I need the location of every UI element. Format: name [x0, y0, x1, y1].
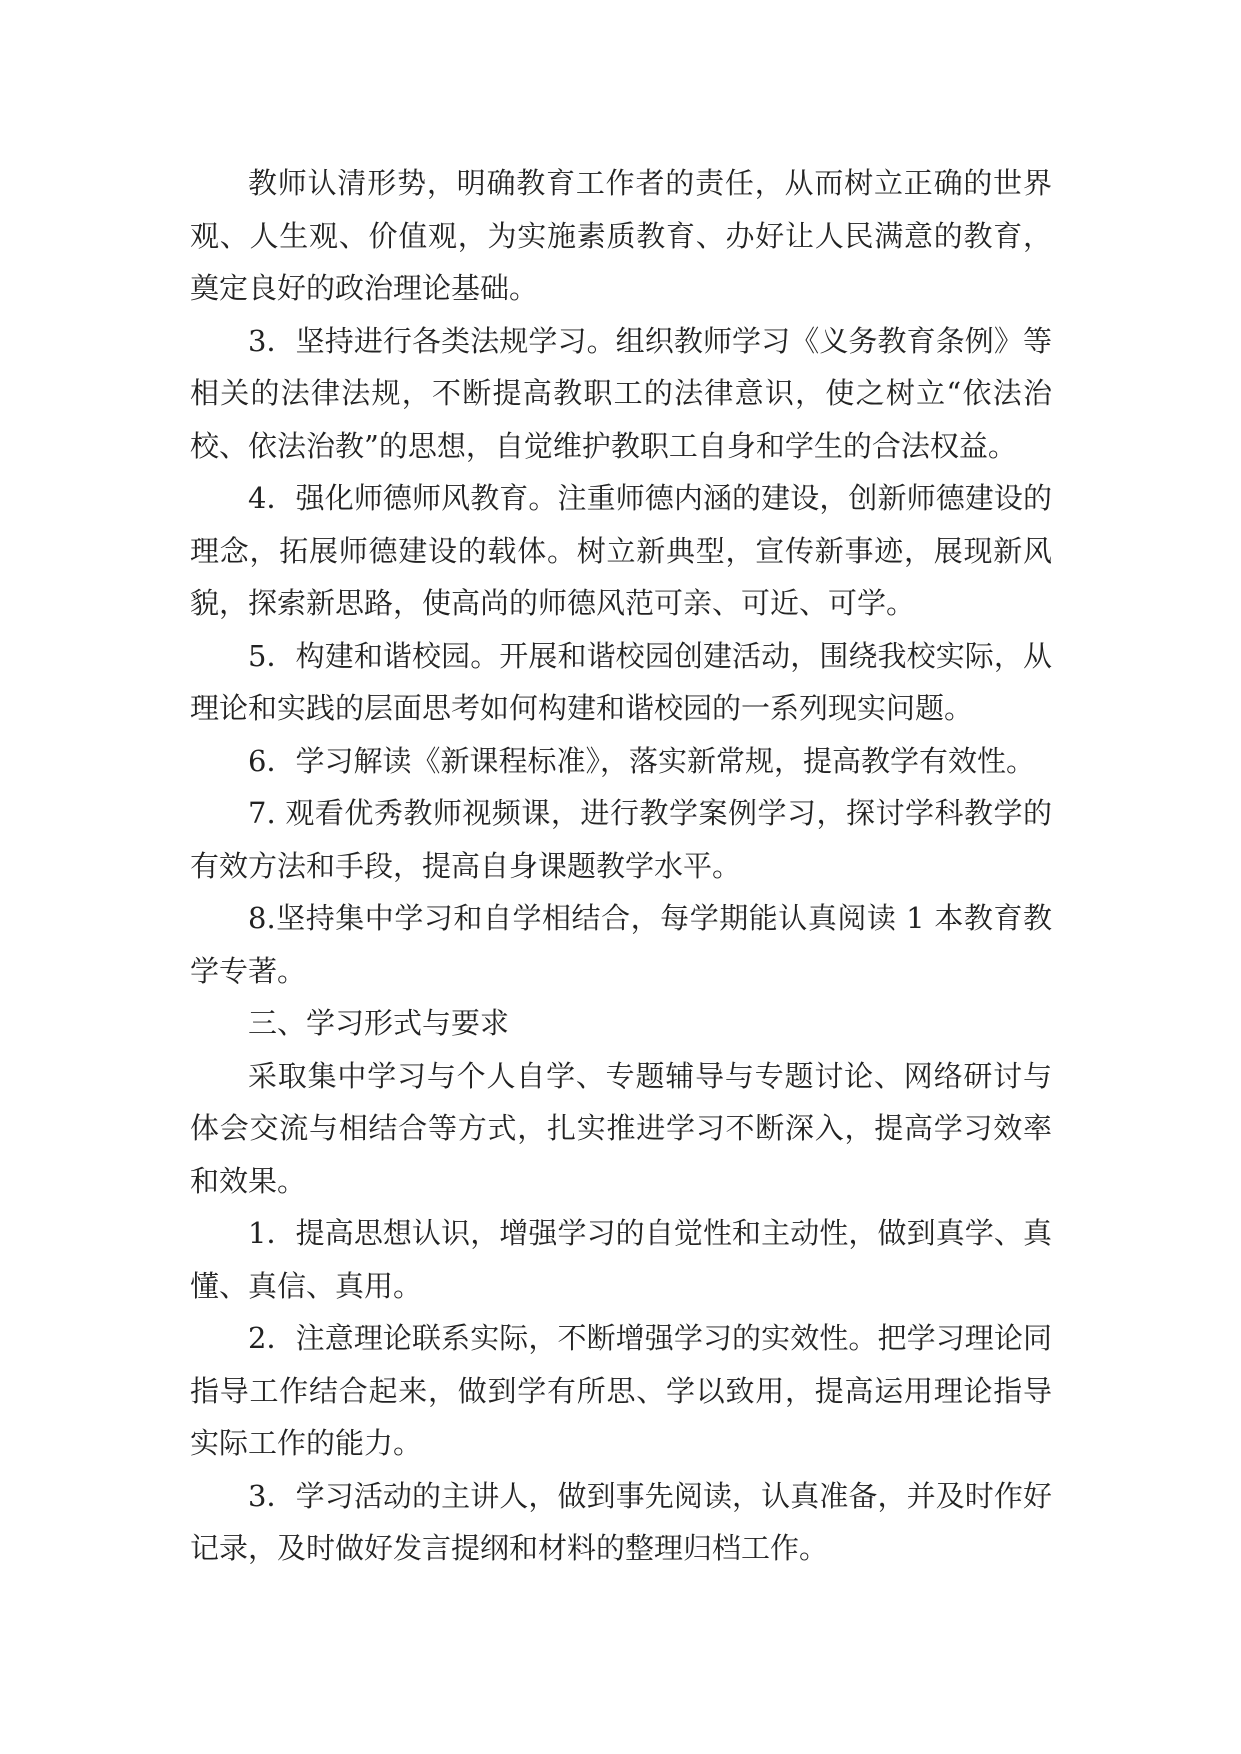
paragraph-requirement-1: 1．提高思想认识，增强学习的自觉性和主动性，做到真学、真懂、真信、真用。: [190, 1216, 1052, 1303]
paragraph-item-3-law-study: 3．坚持进行各类法规学习。组织教师学习《义务教育条例》等相关的法律法规，不断提高教职工的法律意识，使之树立“依法治校、依法治教”的思想，自觉维护教职工自身和学生的合法权益。: [190, 323, 1052, 463]
paragraph-item-6-curriculum-standard: 6．学习解读《新课程标准》，落实新常规，提高教学有效性。: [248, 743, 1035, 778]
paragraph-requirement-3: 3．学习活动的主讲人，做到事先阅读，认真准备，并及时作好记录，及时做好发言提纲和材料的整理归档工作。: [190, 1478, 1052, 1565]
section-heading-study-forms: 三、学习形式与要求: [248, 1006, 510, 1040]
paragraph-item-7-video-lessons: 7. 观看优秀教师视频课，进行教学案例学习，探讨学科教学的有效方法和手段，提高自身课题教学水平。: [190, 796, 1052, 883]
paragraph-intro-continued: 教师认清形势，明确教育工作者的责任，从而树立正确的世界观、人生观、价值观，为实施素质教育、办好让人民满意的教育，奠定良好的政治理论基础。: [190, 166, 1052, 305]
paragraph-item-5-harmonious-campus: 5．构建和谐校园。开展和谐校园创建活动，围绕我校实际，从理论和实践的层面思考如何构建和谐校园的一系列现实问题。: [190, 638, 1052, 725]
paragraph-requirement-2: 2．注意理论联系实际，不断增强学习的实效性。把学习理论同指导工作结合起来，做到学有所思、学以致用，提高运用理论指导实际工作的能力。: [190, 1321, 1052, 1460]
paragraph-item-4-ethics-education: 4．强化师德师风教育。注重师德内涵的建设，创新师德建设的理念，拓展师德建设的载体。树立新典型，宣传新事迹，展现新风貌，探索新思路，使高尚的师德风范可亲、可近、可学。: [190, 481, 1052, 620]
paragraph-study-methods: 采取集中学习与个人自学、专题辅导与专题讨论、网络研讨与体会交流与相结合等方式，扎实推进学习不断深入，提高学习效率和效果。: [190, 1058, 1052, 1198]
document-body: [190, 157, 1052, 1575]
paragraph-item-8-reading: 8.坚持集中学习和自学相结合，每学期能认真阅读 1 本教育教学专著。: [190, 901, 1052, 988]
